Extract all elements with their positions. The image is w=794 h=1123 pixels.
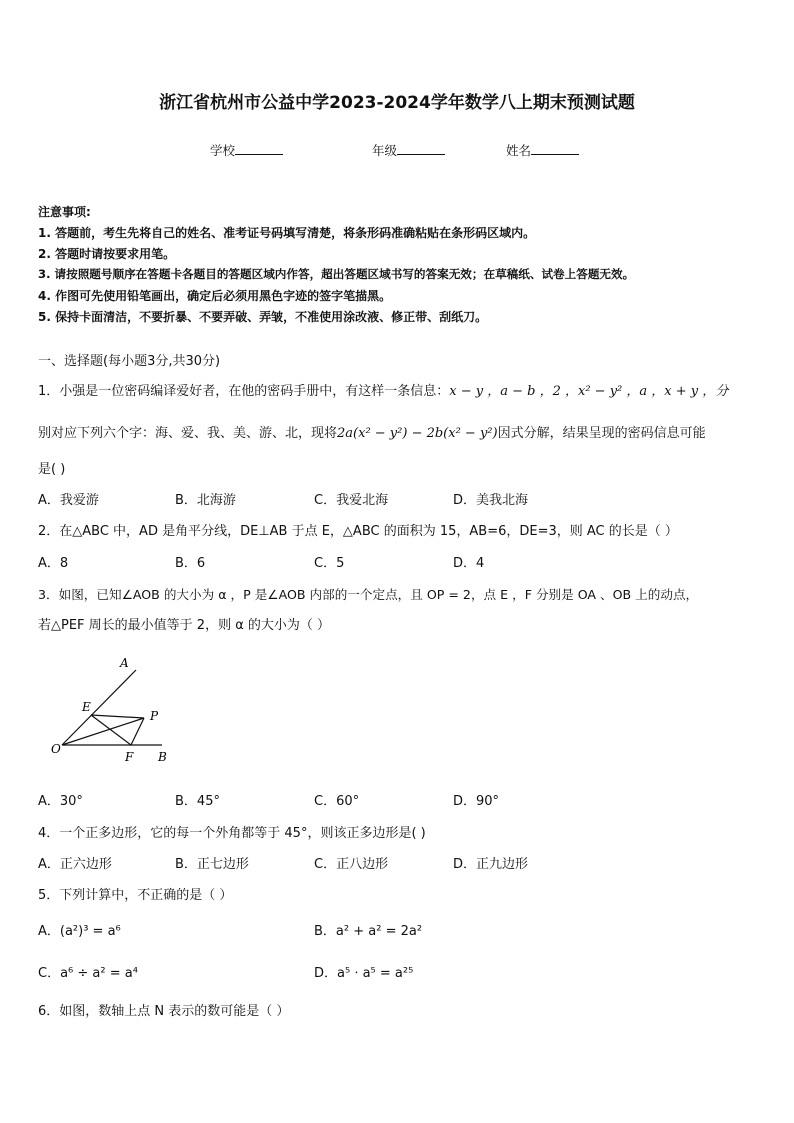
q1-line2-text-b: 因式分解，结果呈现的密码信息可能 [497,426,706,441]
q5-option-b: B．a² + a² = 2a² [314,924,423,939]
label-p: P [150,709,159,723]
name-blank [531,142,579,155]
angle-figure [40,650,190,770]
q2-option-b: B．6 [175,556,206,571]
q3-option-d: D．90° [453,794,500,809]
school-blank [235,142,283,155]
notice-item: 2. 答题时请按要求用笔。 [38,247,176,261]
ray-oa [62,670,136,745]
label-b: B [158,750,167,764]
q1-line1 [38,380,728,399]
label-o: O [51,742,61,756]
q4-option-d: D．正九边形 [453,857,529,872]
notice-item: 4. 作图可先使用铅笔画出，确定后必须用黑色字迹的签字笔描黑。 [38,289,392,303]
page-title: 浙江省杭州市公益中学2023-2024学年数学八上期末预测试题 [159,93,635,113]
q1-option-c: C．我爱北海 [314,493,389,508]
segment-ef [91,715,131,745]
name-label: 姓名 [506,143,532,158]
segment-ep [91,715,144,718]
q3-option-a: A．30° [38,794,83,809]
q1-option-d: D．美我北海 [453,493,529,508]
q1-option-b: B．北海游 [175,493,236,508]
grade-blank [397,142,445,155]
notice-item: 3. 请按照题号顺序在答题卡各题目的答题区域内作答，超出答题区域书写的答案无效；在草稿纸、试卷上答题无效。 [38,267,635,281]
notice-item: 1. 答题前，考生先将自己的姓名、准考证号码填写清楚，将条形码准确粘贴在条形码区域内。 [38,226,536,240]
label-a: A [120,656,129,670]
q1-line2-math: 2a(x² − y²) − 2b(x² − y²) [337,426,498,441]
grade-field [372,141,445,159]
q4-option-b: B．正七边形 [175,857,249,872]
q1-line1-math: x − y ，a − b ，2 ，x² − y² ，a ，x + y ，分 [449,384,729,399]
label-e: E [82,700,91,714]
q5-option-c: C．a⁶ ÷ a² = a⁴ [38,966,138,981]
name-field [506,141,579,159]
school-field [210,141,283,159]
q4-text: 4．一个正多边形，它的每一个外角都等于 45°，则该正多边形是( ) [38,826,426,841]
section-heading: 一、选择题(每小题3分,共30分) [38,354,221,369]
q2-option-d: D．4 [453,556,485,571]
q3-line1: 3．如图，已知∠AOB 的大小为 α ，P 是∠AOB 内部的一个定点，且 OP = 2，点 E ，F 分别是 OA 、OB 上的动点， [38,587,699,602]
notice-item: 5. 保持卡面清洁，不要折暴、不要弄破、弄皱，不准使用涂改液、修正带、刮纸刀。 [38,310,488,324]
q1-option-a: A．我爱游 [38,493,99,508]
q1-line1-text: 1．小强是一位密码编译爱好者，在他的密码手册中，有这样一条信息： [38,384,450,399]
q4-option-c: C．正八边形 [314,857,389,872]
grade-label: 年级 [372,143,398,158]
q5-option-d: D．a⁵ ⋅ a⁵ = a²⁵ [314,966,414,981]
q5-text: 5．下列计算中，不正确的是（ ） [38,888,233,903]
q1-line2 [38,422,706,441]
segment-op [62,718,144,745]
q5-option-a: A．(a²)³ = a⁶ [38,924,121,939]
notice-heading: 注意事项: [38,205,91,219]
q3-option-b: B．45° [175,794,220,809]
q2-text: 2．在△ABC 中，AD 是角平分线，DE⊥AB 于点 E，△ABC 的面积为 15，AB=6，DE=3，则 AC 的长是（ ） [38,524,678,539]
q1-line3: 是( ) [38,462,66,477]
q2-option-c: C．5 [314,556,345,571]
q6-text: 6．如图，数轴上点 N 表示的数可能是（ ） [38,1004,290,1019]
school-label: 学校 [210,143,236,158]
q4-option-a: A．正六边形 [38,857,112,872]
label-f: F [125,750,134,764]
q2-option-a: A．8 [38,556,69,571]
q1-line2-text-a: 别对应下列六个字：海、爱、我、美、游、北，现将 [38,426,338,441]
q3-option-c: C．60° [314,794,360,809]
q3-line2: 若△PEF 周长的最小值等于 2，则 α 的大小为（ ） [38,618,331,633]
